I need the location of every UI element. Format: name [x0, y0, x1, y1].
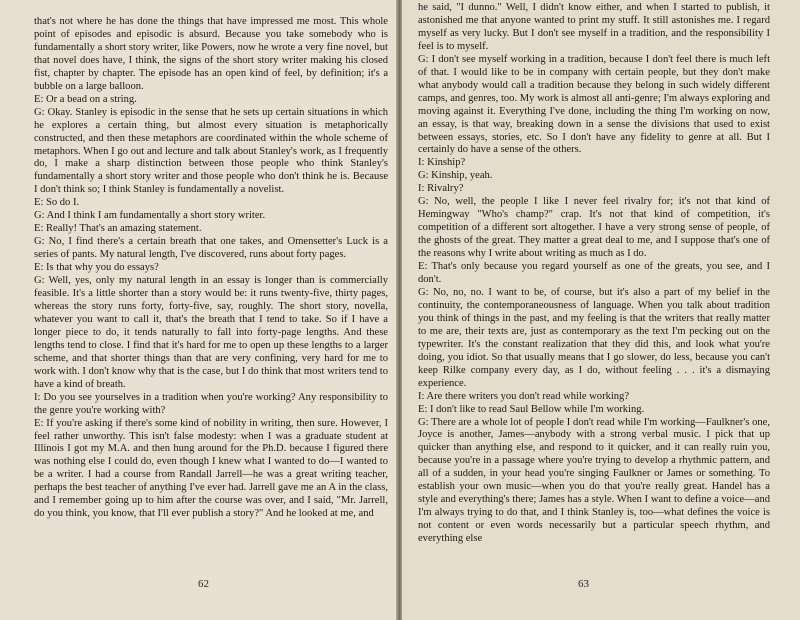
paragraph: G: There are a whole lot of people I don't read while I'm working—Faulkner's one, Joyce is another, James—anybody with a strong verbal music. I pick that up quicker than anything else, and respond to it quicker, and it can really ruin you, because you're in a passage where you're trying to develop a rhythmic pattern, and all of a sudden, in your head you're singing Faulkner or James or something. To establish your own music—when you do that you're really great. Handel has a style and everything's there; James has a style. When I want to define a voice—and I'm always trying to do that, and I think Stanley is, too—what defines the voice is not content or even words necessarily but a particular speech rhythm, and everything else: [418, 416, 770, 545]
page-number: 63: [578, 578, 589, 590]
paragraph: E: Or a bead on a string.: [34, 93, 137, 105]
right-page-text: [418, 2, 770, 546]
paragraph: E: Is that why you do essays?: [34, 262, 159, 274]
left-page: [0, 0, 398, 620]
paragraph: E: Really! That's an amazing statement.: [34, 223, 202, 235]
paragraph: that's not where he has done the things that have impressed me most. This whole point of episodes and episodic is absurd. Because you take somebody who is fundamentally a short story writer, like Powers, now he wrote a very fine novel, but that novel does have, I think, the signs of the short story writer making his closed fist, chapter by chapter. The episode has an open kind of feel, by definition; it's a bubble on a large balloon.: [34, 16, 388, 92]
paragraph: E: So do I.: [34, 197, 80, 209]
paragraph: I: Rivalry?: [418, 183, 464, 195]
paragraph: I: Do you see yourselves in a tradition when you're working? Any responsibility to the genre you're working with?: [34, 391, 388, 416]
paragraph: G: No, no, no. I want to be, of course, but it's also a part of my belief in the continuity, the contemporaneousness of language. When you talk about tradition you think of things in the past, and my feeling is that the writers that really matter to me are, their texts are, just as contemporary as the text I'm pecking out on the typewriter. It's the constant realization that they did this, and look what you're doing, you idiot. So that usually means that I go slower, do less, because you can't keep Rilke company every day, as I do, without feeling . . . it's a dismaying experience.: [418, 286, 770, 389]
paragraph: I: Are there writers you don't read while working?: [418, 390, 630, 402]
paragraph: G: Kinship, yeah.: [418, 170, 493, 182]
paragraph: E: If you're asking if there's some kind of nobility in writing, then sure. However, I feel rather unworthy. This isn't false modesty: when I was a graduate student at Illinois I got my M.A. and then hung around for the Ph.D. because I figured there was nothing else I could do, even though I knew what I wanted to do—I wanted to be a writer. I had a course from Randall Jarrell—he was a great writing teacher, perhaps the best teacher of anything I've ever had. Jarrell gave me an A in the class, and I remember going up to him after the course was over, and I said, "Mr. Jarrell, do you think, you know, that I'll ever publish a story?" And he looked at me, and: [34, 417, 388, 520]
right-page: [402, 0, 800, 620]
paragraph: E: I don't like to read Saul Bellow while I'm working.: [418, 403, 645, 415]
paragraph: he said, "I dunno." Well, I didn't know either, and when I started to publish, it astonished me that anyone wanted to print my stuff. It still astonishes me. I regard myself as very lucky. But I don't see myself in a tradition, and the responsibility I feel is to myself.: [418, 2, 770, 52]
paragraph: G: I don't see myself working in a tradition, because I don't feel there is much left of that. I would like to be in company with certain people, but they don't make what anybody would call a tradition because they belong in such widely different camps, and genres, too. My work is almost all anti-genre; I'm always exploring and moving against it. Everything I've done, including the thing I'm working on now, an essay, is that way, breaking down in a sense the divisions that used to exist between essays, stories, etc. So I don't have any fidelity to genre at all. But I certainly do have a sense of the others.: [418, 53, 770, 156]
paragraph: G: Well, yes, only my natural length in an essay is longer than is commercially feasible. It's a little shorter than a story would be: it runs twenty-five, thirty pages, whereas the story runs forty, forty-five, say, roughly. The short story, novella, whatever you want to call it, that's the breath that I tend to take. So if I have a longer piece to do, it tends naturally to fall into forty-page lengths. And these lengths tend to close. I find that it's hard for me to open up these lengths to a larger scheme, and that shorter things than that are very confining, very hard for me to work with. I don't know why that is the case, but I do think that most writers tend to have a kind of breath.: [34, 275, 389, 390]
paragraph: G: No, I find there's a certain breath that one takes, and Omensetter's Luck is a series of pants. My natural length, I've discovered, runs about forty pages.: [34, 236, 388, 261]
left-page-text: [34, 16, 388, 521]
page-number: 62: [198, 578, 209, 590]
paragraph: G: No, well, the people I like I never feel rivalry for; it's not that kind of Hemingway "Who's champ?" crap. It's not that kind of competition, it's competition of a different sort altogether. I have a very strong sense of people, of the ghosts of the great. They matter a great deal to me, and I suppose that's one of the reasons why I write about writing as much as I do.: [418, 196, 770, 260]
paragraph: G: Okay. Stanley is episodic in the sense that he sets up certain situations in which he explores a certain thing, but almost every situation is metaphorically constructed, and then these metaphors are coordinated within the whole scheme of metaphors. When I go out and lecture and talk about Stanley's work, as I frequently do, I make a sharp distinction between those people who think Stanley's fundamentally a short story writer and those people who don't think he is. Because I don't think so; I think Stanley is fundamentally a novelist.: [34, 106, 388, 196]
paragraph: E: That's only because you regard yourself as one of the greats, you see, and I don't.: [418, 261, 770, 286]
paragraph: G: And I think I am fundamentally a short story writer.: [34, 210, 266, 222]
paragraph: I: Kinship?: [418, 157, 466, 169]
